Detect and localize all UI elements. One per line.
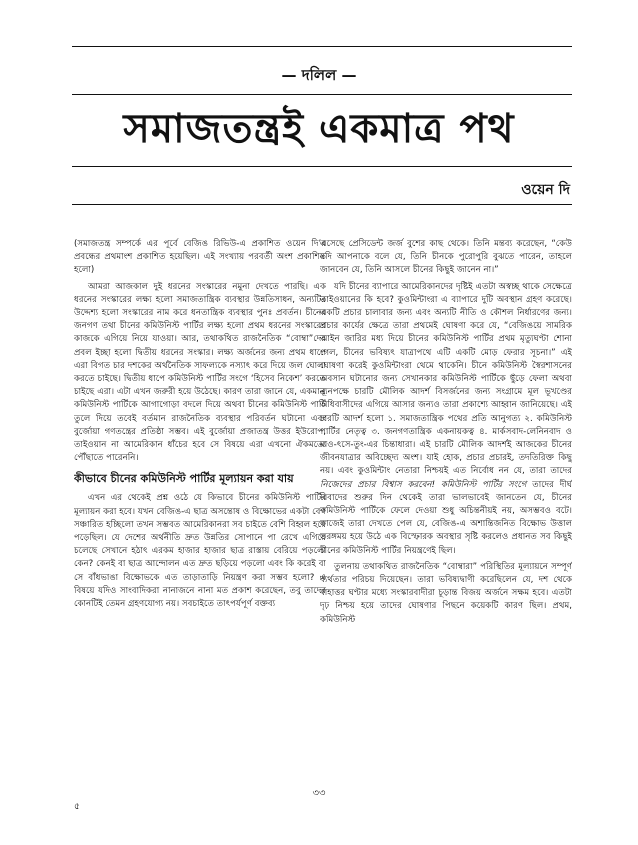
body-paragraph: তুলনায় তথাকথিত রাজনৈতিক “বোম্বারা” পরিস্থিতির মূল্যায়নে সম্পূর্ণ ব্যর্থতার পরিচয় দিয়েছেন। তারা ভবিষ্যদ্বাণী করেছিলেন যে, দশ থেকে বাহাত্তর ঘণ্টার মধ্যে সংস্কারবাদীরা চূড়ান্ত বিজয় অর্জনে সক্ষম হবে। এতটা দৃঢ় নিশ্চয় হয়ে তাদের ঘোষণার পিছনে কয়েকটি কারণ ছিল। প্রথম, কমিউনিস্ট (320, 561, 572, 625)
body-text: তাদের দীর্ঘ বিবাদের শুরুর দিন থেকেই তারা ভালভাবেই জানতেন যে, চীনের কমিউনিস্ট পার্টিকে ফেলে দেওয়া শুধু অচিন্তনীয়ই নয়, অসম্ভবও বটে। কাজেই তারা দেখতে পেল যে, বেজিঙ-এ অশান্তিজনিত বিক্ষোভ উত্তাল তরঙ্গময় হয়ে উঠে এক বিস্ফোরক অবস্থার সৃষ্টি করলেও প্রধানত সব কিছুই চীনের কমিউনিস্ট পার্টির নিয়ন্ত্রণেই ছিল। (320, 479, 572, 556)
title-rule (72, 166, 572, 167)
body-text: যদি চীনের ব্যাপারে আমেরিকানদের দৃষ্টিই এতটা অস্বচ্ছ থাকে সেক্ষেত্রে তাইওয়ানের কি হবে? কুওমিন্টাংরা এ ব্যাপারে দুটি অবস্থান গ্রহণ করেছে। একটি প্রচার চালাবার জন্য এবং অন্যটি নীতি ও কৌশল নির্ধারণের জন্য। প্রচার কার্যের ক্ষেত্রে তারা প্রথমেই ঘোষণা করে যে, “বেজিঙয়ে সামরিক আইন জারির মধ্য দিয়ে চীনের কমিউনিস্ট পার্টির প্রথম মৃত্যুঘণ্টা শোনা গেল, চীনের ভবিষ্যৎ যাত্রাপথে এটি একটি মোড় ফেরার সূচনা।” এই ঘোষণা করেই কুওমিন্টাংরা থেমে থাকেনি। চীনে কমিউনিস্ট স্বৈরশাসনের অবসান ঘটানোর জন্য সেখানকার কমিউনিস্ট পার্টিকে ছুঁড়ে ফেলা অথবা ন্যূনপক্ষে চারটি মৌলিক আদর্শ বিসর্জনের জন্য সংগ্রামে মূল ভূখণ্ডের অধিবাসীদের এগিয়ে আসার জন্যও তারা প্রকাশ্যে আহ্বান জানিয়েছে। এই চারটি আদর্শ হলো ১. সমাজতান্ত্রিক পথের প্রতি আনুগত্য ২. কমিউনিস্ট পার্টির নেতৃত্ব ৩. জনগণতান্ত্রিক একনায়কত্ব ৪. মার্কসবাদ-লেনিনবাদ ও মাও-ৎসে-তুং-এর চিন্তাধারা। এই চারটি মৌলিক আদর্শই আজকের চীনের জীবনযাত্রার অবিচ্ছেদ্য অংশ। যাই হোক, প্রচার প্রচারই, তদতিরিক্ত কিছু নয়। এবং কুওমিন্টাং নেতারা নিশ্চয়ই এত নির্বোধ নন যে, তারা তাদের (320, 281, 572, 477)
body-paragraph: আমরা আজকাল দুই ধরনের সংস্কারের নমুনা দেখতে পারছি। এক ধরনের সংস্কারের লক্ষ্য হলো সমাজতান্ত্রিক ব্যবস্থার উন্নতিসাধন, অন্যটির উদ্দেশ্য হলো সংস্কারের নাম করে ধনতান্ত্রিক ব্যবস্থার পুনঃ প্রবর্তন। চীনের জনগণ তথা চীনের কমিউনিস্ট পার্টির লক্ষ্য হলো প্রথম ধরনের সংস্কারের কাজকে এগিয়ে নিয়ে যাওয়া। আর, তথাকথিত রাজনৈতিক “বোম্বা”দের প্রবল ইচ্ছা হলো দ্বিতীয় ধরনের সংস্কার। লক্ষ্য অর্জনের জন্য প্রথম ধাপে এরা বিগত চার দশকের অর্থনৈতিক সাফল্যকে নস্যাৎ করে দিয়ে জল ঘোলা করতে চাইছে। দ্বিতীয় ধাপে কমিউনিস্ট পার্টির সংগে ‘হিসেব নিকেশ’ করতে চাইছে এরা। এটা এখন জরুরী হয়ে উঠেছে। কারণ তারা জানে যে, একমাত্র কমিউনিস্ট পার্টিকে আগাগোড়া বদলে দিয়ে অথবা চীনের কমিউনিস্ট পার্টি তুলে দিয়ে তবেই বর্তমান রাজনৈতিক ব্যবস্থার পরিবর্তন ঘটানো এবং বুর্জোয়া গণতন্ত্রের প্রতিষ্ঠা সম্ভব। এই বুর্জোয়া প্রজাতন্ত্র উত্তর ইউরোপ, তাইওয়ান না আমেরিকান ধাঁচের হবে সে বিষয়ে এরা এখনো ঐকমত্যে পৌঁছাতে পারেননি। (74, 281, 326, 464)
author-rule (72, 204, 572, 205)
body-paragraph: এখন এর থেকেই প্রশ্ন ওঠে যে কিভাবে চীনের কমিউনিস্ট পার্টির মূল্যায়ন করা হবে। যখন বেজিঙ-এ ছাত্র অসন্তোষ ও বিক্ষোভের একটা বেগ সঞ্চারিত হচ্ছিলো তখন সম্ভবত আমেরিকানরা সব চাইতে বেশি বিহ্বল হয়ে পড়েছিল। যে দেশের অর্থনীতি দ্রুত উন্নতির সোপানে পা রেখে এগিয়ে চলেছে সেখানে হঠাৎ এরকম হাজার হাজার ছাত্র রাস্তায় বেরিয়ে পড়লো কেন? কেনই বা ছাত্র আন্দোলন এত দ্রুত ছড়িয়ে পড়লো এবং কি করেই বা সে বাঁধভাঙা বিক্ষোভকে এত তাড়াতাড়ি নিয়ন্ত্রণ করা সম্ভব হলো? এ বিষয়ে যদিও সাংবাদিকরা নানাজনে নানা মত প্রকাশ করেছেন, তবু তাদের কোনটিই তেমন গ্রহণযোগ্য নয়। সবচাইতে তাৎপর্যপূর্ণ বক্তব্য (74, 493, 326, 610)
subheading: কীভাবে চীনের কমিউনিস্ট পার্টির মূল্যায়ন করা যায় (74, 472, 294, 486)
italic-text: নিজেদের প্রচার বিশ্বাস করবেন! কমিউনিস্ট পার্টির সংগে (320, 479, 527, 490)
author-name: ওয়েন দি (521, 182, 570, 198)
right-column (320, 238, 572, 798)
section-rule (72, 94, 572, 95)
page-number: ৩৩ (312, 788, 326, 799)
top-rule (72, 46, 572, 47)
section-label: — দলিল — (281, 66, 357, 84)
corner-number: ৫ (74, 802, 80, 812)
article-title: সমাজতন্ত্রই একমাত্র পথ (123, 106, 515, 152)
body-paragraph: এসেছে প্রেসিডেন্ট জর্জ বুশের কাছ থেকে। তিনি মন্তব্য করেছেন, “কেউ যদি আপনাকে বলে যে, তিনি চীনকে পুরোপুরি বুঝতে পারেন, তাহলে জানবেন যে, তিনি আসলে চীনের কিছুই জানেন না।” (320, 239, 572, 276)
body-paragraph (320, 281, 572, 558)
left-column (74, 238, 326, 798)
intro-note: (সমাজতন্ত্র সম্পর্কে এর পূর্বে বেজিঙ রিভিউ-এ প্রকাশিত ওয়েন দি’র প্রবন্ধের প্রথমাংশ প্রকাশিত হয়েছিল। এই সংখ্যায় পরবর্তী অংশ প্রকাশিত হলো) (74, 239, 326, 276)
